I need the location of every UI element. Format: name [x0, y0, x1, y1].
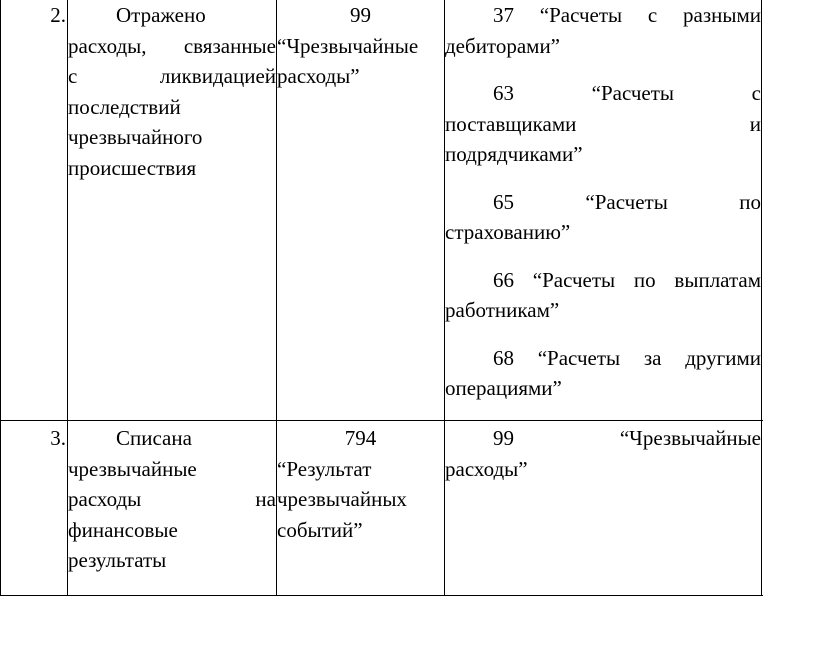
row-3-credit-accounts: [445, 423, 761, 484]
description-line: расходы на: [68, 487, 276, 511]
debit-line: “Чрезвычайные: [277, 33, 419, 58]
credit-line: дебиторами”: [445, 33, 560, 58]
description-line: с ликвидацией: [68, 64, 276, 88]
credit-line: 68 “Расчеты за другими: [493, 345, 761, 370]
row-number: 3.: [50, 426, 66, 450]
credit-entry: [445, 187, 761, 248]
credit-entry: [445, 343, 761, 404]
credit-line: работникам”: [445, 298, 560, 322]
row-divider: [0, 420, 763, 421]
description-line: чрезвычайного: [68, 125, 203, 149]
debit-line: “Результат: [277, 456, 372, 481]
debit-line: 794: [344, 426, 377, 450]
row-2-credit-accounts: [445, 0, 761, 404]
credit-entry: [445, 0, 761, 61]
row-2-number: [0, 0, 66, 31]
table-border-bottom: [0, 595, 763, 596]
credit-entry: [445, 265, 761, 326]
table-border-right: [761, 0, 762, 596]
description-line: Отражено: [116, 3, 206, 27]
debit-line: 99: [350, 3, 371, 27]
credit-entry: [445, 423, 761, 484]
description-line: последствий: [68, 94, 181, 119]
description-line: чрезвычайные: [68, 456, 197, 481]
credit-line: подрядчиками”: [445, 142, 583, 166]
credit-line: 99 “Чрезвычайные: [493, 426, 761, 450]
description-line: расходы, связанные: [68, 33, 276, 58]
credit-line: поставщиками и: [445, 111, 761, 136]
debit-line: расходы”: [277, 64, 360, 88]
credit-line: 66 “Расчеты по выплатам: [493, 267, 761, 292]
credit-entry: [445, 78, 761, 170]
row-2-description: [68, 0, 276, 183]
row-2-debit-account: [277, 0, 444, 92]
credit-line: расходы”: [445, 456, 528, 481]
credit-line: операциями”: [445, 376, 562, 400]
debit-line: чрезвычайных: [277, 487, 407, 511]
row-3-debit-account: [277, 423, 444, 545]
credit-line: 63 “Расчеты с: [493, 81, 761, 105]
row-number: 2.: [50, 3, 66, 27]
description-line: результаты: [68, 548, 167, 572]
credit-line: 37 “Расчеты с разными: [493, 3, 761, 27]
row-3-description: [68, 423, 276, 576]
description-line: Списана: [116, 426, 192, 450]
description-line: финансовые: [68, 517, 178, 542]
row-3-number: [0, 423, 66, 454]
debit-line: событий”: [277, 517, 363, 542]
description-line: происшествия: [68, 155, 197, 180]
table-border-left: [0, 0, 1, 596]
credit-line: 65 “Расчеты по: [493, 189, 761, 214]
credit-line: страхованию”: [445, 220, 571, 244]
